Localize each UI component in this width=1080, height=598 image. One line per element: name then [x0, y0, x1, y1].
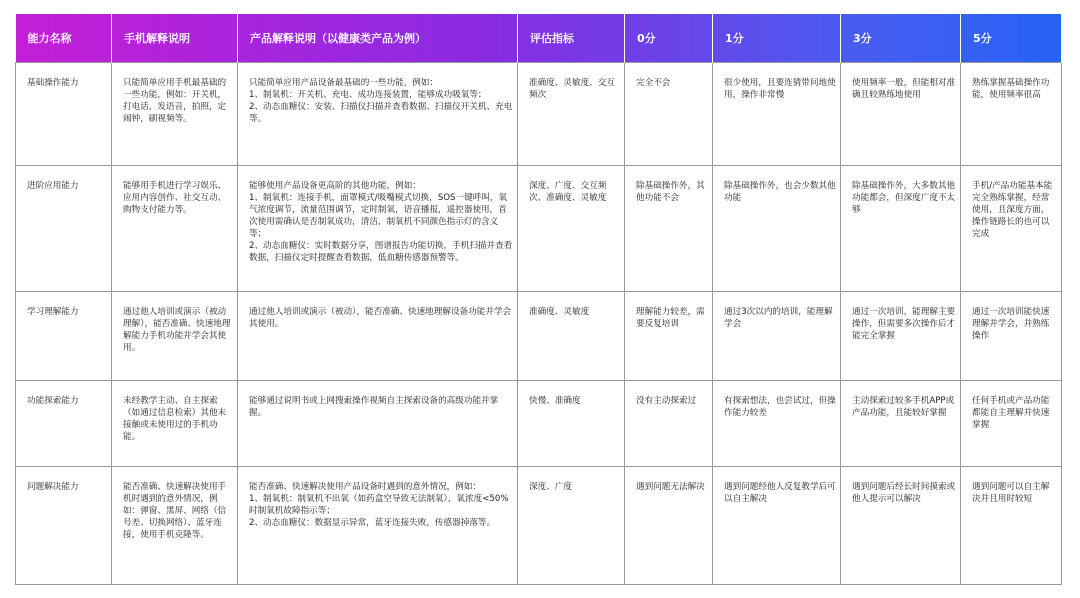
header-product-explanation: 产品解释说明（以健康类产品为例）	[238, 14, 518, 63]
cell-capability-name: 问题解决能力	[16, 467, 112, 585]
cell-product-explanation: 只能简单应用产品设备最基础的一些功能，例如： 1、制氧机：开关机、充电、成功连接装置，能够成功吸氧等； 2、动态血糖仪：安装、扫描仪扫描并查看数据、扫描仪开关机、充电等。	[238, 63, 518, 166]
table-row	[16, 467, 1062, 585]
cell-product-explanation: 能否准确、快速解决使用产品设备时遇到的意外情况，例如： 1、制氧机：制氧机不出氧（如药盒空导致无法制氧），氧浓度<50%时制氧机故障指示等； 2、动态血糖仪：数据显示异常，蓝牙连接失败，传感器掉落等。	[238, 467, 518, 585]
cell-phone-explanation: 能够用手机进行学习娱乐、应用内容创作、社交互动、购物支付能力等。	[112, 166, 238, 292]
cell-evaluation-metric: 快慢、准确度	[518, 381, 625, 467]
cell-score-0: 完全不会	[625, 63, 713, 166]
cell-phone-explanation: 能否准确、快速解决使用手机时遇到的意外情况，例如：弹窗、黑屏、网络（信号差、切换网络）、蓝牙连接，使用手机克隆等。	[112, 467, 238, 585]
header-evaluation-metric: 评估指标	[518, 14, 625, 63]
cell-score-3: 主动探索过较多手机APP或产品功能，且能较好掌握	[841, 381, 961, 467]
header-score-1: 1分	[713, 14, 841, 63]
cell-capability-name: 进阶应用能力	[16, 166, 112, 292]
cell-product-explanation: 通过他人培训或演示（被动），能否准确、快速地理解设备功能并学会其使用。	[238, 292, 518, 381]
cell-score-1: 遇到问题经他人反复教学后可以自主解决	[713, 467, 841, 585]
header-capability-name: 能力名称	[16, 14, 112, 63]
cell-evaluation-metric: 深度、广度、交互频次、准确度、灵敏度	[518, 166, 625, 292]
header-phone-explanation: 手机解释说明	[112, 14, 238, 63]
header-score-3: 3分	[841, 14, 961, 63]
cell-score-3: 通过一次培训，能理解主要操作，但需要多次操作后才能完全掌握	[841, 292, 961, 381]
cell-evaluation-metric: 准确度、灵敏度	[518, 292, 625, 381]
cell-evaluation-metric: 深度、广度	[518, 467, 625, 585]
cell-capability-name: 学习理解能力	[16, 292, 112, 381]
table-row	[16, 381, 1062, 467]
cell-score-5: 熟练掌握基础操作功能，使用频率很高	[961, 63, 1062, 166]
cell-capability-name: 功能探索能力	[16, 381, 112, 467]
cell-score-0: 理解能力较差，需要反复培训	[625, 292, 713, 381]
cell-score-1: 很少使用，且要连猜带问地使用，操作非常慢	[713, 63, 841, 166]
cell-score-0: 没有主动探索过	[625, 381, 713, 467]
table-header-row	[16, 14, 1062, 63]
cell-score-5: 任何手机或产品功能都能自主理解并快速掌握	[961, 381, 1062, 467]
capability-assessment-table	[15, 14, 1062, 585]
table-row	[16, 166, 1062, 292]
cell-score-1: 除基础操作外，也会少数其他功能	[713, 166, 841, 292]
cell-score-3: 除基础操作外，大多数其他功能都会，但深度广度不太够	[841, 166, 961, 292]
table-row	[16, 292, 1062, 381]
cell-phone-explanation: 通过他人培训或演示（被动理解），能否准确、快速地理解能力手机功能并学会其使用。	[112, 292, 238, 381]
capability-table-container	[15, 14, 1061, 585]
header-score-5: 5分	[961, 14, 1062, 63]
cell-score-5: 遇到问题可以自主解决并且用时较短	[961, 467, 1062, 585]
cell-score-0: 除基础操作外，其他功能不会	[625, 166, 713, 292]
header-score-0: 0分	[625, 14, 713, 63]
cell-product-explanation: 能够通过说明书或上网搜索操作视频自主探索设备的高级功能并掌握。	[238, 381, 518, 467]
cell-score-5: 通过一次培训能快速理解并学会，并熟练操作	[961, 292, 1062, 381]
cell-score-3: 遇到问题后经长时间摸索或他人提示可以解决	[841, 467, 961, 585]
cell-score-3: 使用频率一般，但能相对准确且较熟练地使用	[841, 63, 961, 166]
cell-score-5: 手机/产品功能基本能完全熟练掌握，经常使用，且深度方面，操作链路长的也可以完成	[961, 166, 1062, 292]
cell-score-1: 通过3次以内的培训，能理解学会	[713, 292, 841, 381]
table-row	[16, 63, 1062, 166]
cell-score-1: 有探索想法，也尝试过，但操作能力较差	[713, 381, 841, 467]
cell-product-explanation: 能够使用产品设备更高阶的其他功能，例如： 1、制氧机：连接手机，面罩模式/吸嘴模式切换，SOS一键呼叫，氧气浓度调节，流量范围调节，定时制氧，语音播报，遥控器使用，首次使用需确认是否制氧成功，清洁，制氧机不同颜色指示灯的含义等； 2、动态血糖仪：实时数据分享，图谱报告功能切换，手机扫描并查看数据，扫描仪定时提醒查看数据，低血糖传感器预警等。	[238, 166, 518, 292]
cell-phone-explanation: 只能简单应用手机最基础的一些功能，例如：开关机，打电话，发语音，拍照，定闹钟，刷视频等。	[112, 63, 238, 166]
cell-capability-name: 基础操作能力	[16, 63, 112, 166]
cell-evaluation-metric: 准确度、灵敏度、交互频次	[518, 63, 625, 166]
cell-score-0: 遇到问题无法解决	[625, 467, 713, 585]
cell-phone-explanation: 未经教学主动、自主探索（如通过信息检索）其他未接触或未使用过的手机功能。	[112, 381, 238, 467]
